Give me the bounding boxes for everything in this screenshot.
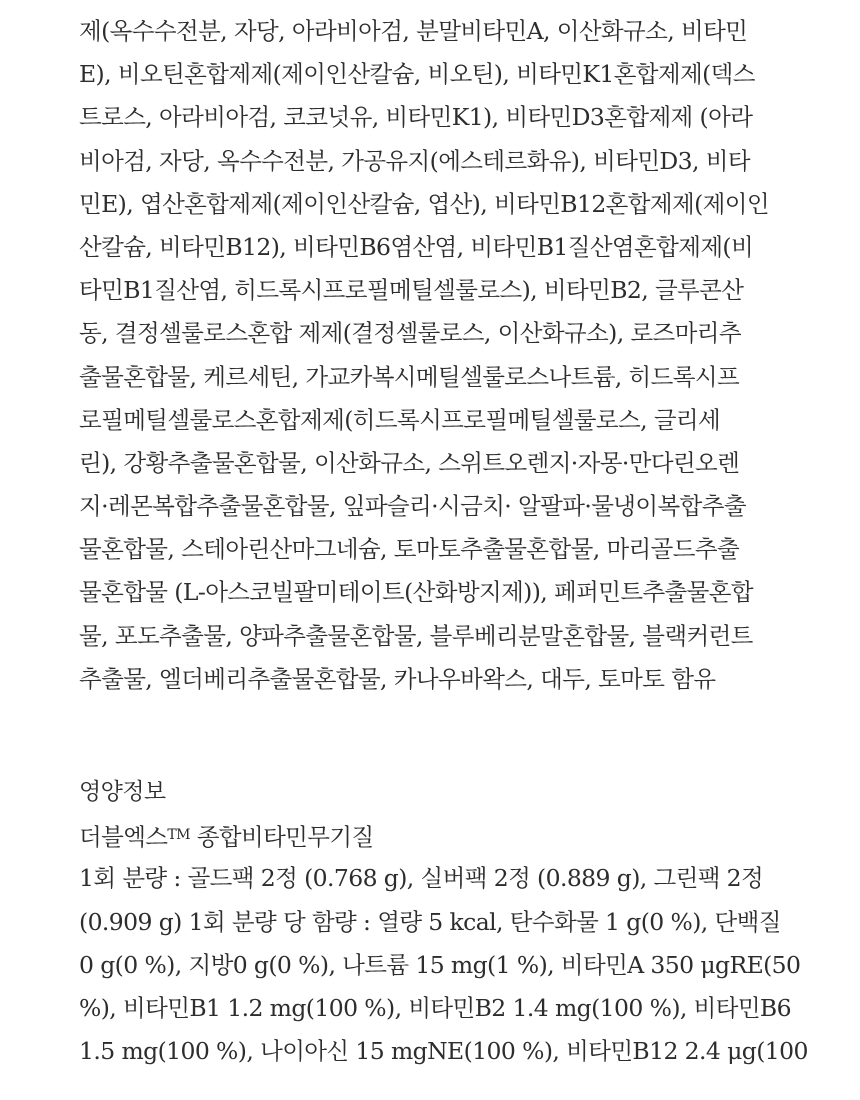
ingredients-section	[79, 10, 784, 701]
ingredients-line: 비아검, 자당, 옥수수전분, 가공유지(에스테르화유), 비타민D3, 비타	[79, 146, 750, 175]
ingredients-line: 제(옥수수전분, 자당, 아라비아검, 분말비타민A, 이산화규소, 비타민	[79, 17, 748, 45]
ingredients-line: E), 비오틴혼합제제(제이인산칼슘, 비오틴), 비타민K1혼합제제(덱스	[79, 60, 755, 89]
nutrition-section	[79, 771, 808, 1073]
ingredients-line: 트로스, 아라비아검, 코코넛유, 비타민K1), 비타민D3혼합제제 (아라	[79, 103, 753, 132]
nutrition-line: 1회 분량 : 골드팩 2정 (0.768 g), 실버팩 2정 (0.889 g), 그린팩 2정	[79, 864, 764, 893]
ingredients-line: 물혼합물, 스테아린산마그네슘, 토마토추출물혼합물, 마리골드추출	[79, 535, 740, 564]
ingredients-line: 린), 강황추출물혼합물, 이산화규소, 스위트오렌지·자몽·만다린오렌	[79, 448, 740, 477]
nutrition-line: (0.909 g) 1회 분량 당 함량 : 열량 5 kcal, 탄수화물 1 g(0 %), 단백질	[79, 907, 781, 936]
ingredients-line: 출물혼합물, 케르세틴, 가교카복시메틸셀룰로스나트륨, 히드록시프	[79, 362, 740, 391]
product-name-main: 더블엑스	[79, 823, 168, 852]
ingredients-line: 지·레몬복합추출물혼합물, 잎파슬리·시금치· 알팔파·물냉이복합추출	[79, 492, 746, 521]
ingredients-line: 민E), 엽산혼합제제(제이인산칼슘, 엽산), 비타민B12혼합제제(제이인	[79, 189, 769, 218]
nutrition-line: 0 g(0 %), 지방0 g(0 %), 나트륨 15 mg(1 %), 비타민A 350 μgRE(50	[79, 950, 801, 979]
ingredients-line: 추출물, 엘더베리추출물혼합물, 카나우바왁스, 대두, 토마토 함유	[79, 664, 716, 693]
ingredients-line: 물, 포도추출물, 양파추출물혼합물, 블루베리분말혼합물, 블랙커런트	[79, 621, 753, 650]
product-name-suffix: 종합비타민무기질	[189, 823, 374, 852]
product-name	[79, 814, 799, 857]
ingredients-text	[79, 10, 784, 701]
nutrition-line: %), 비타민B1 1.2 mg(100 %), 비타민B2 1.4 mg(100 %), 비타민B6	[79, 993, 791, 1022]
ingredients-line: 타민B1질산염, 히드록시프로필메틸셀룰로스), 비타민B2, 글루콘산	[79, 276, 744, 305]
ingredients-line: 동, 결정셀룰로스혼합 제제(결정셀룰로스, 이산화규소), 로즈마리추	[79, 319, 741, 348]
ingredients-line: 물혼합물 (L-아스코빌팔미테이트(산화방지제)), 페퍼민트추출물혼합	[79, 578, 753, 607]
trademark-mark: TM	[167, 827, 190, 844]
nutrition-heading: 영양정보	[79, 779, 166, 805]
ingredients-line: 산칼슘, 비타민B12), 비타민B6염산염, 비타민B1질산염혼합제제(비	[79, 232, 754, 261]
ingredients-line: 로필메틸셀룰로스혼합제제(히드록시프로필메틸셀룰로스, 글리세	[79, 405, 721, 434]
nutrition-line: 1.5 mg(100 %), 나이아신 15 mgNE(100 %), 비타민B12 2.4 μg(100	[79, 1037, 808, 1066]
